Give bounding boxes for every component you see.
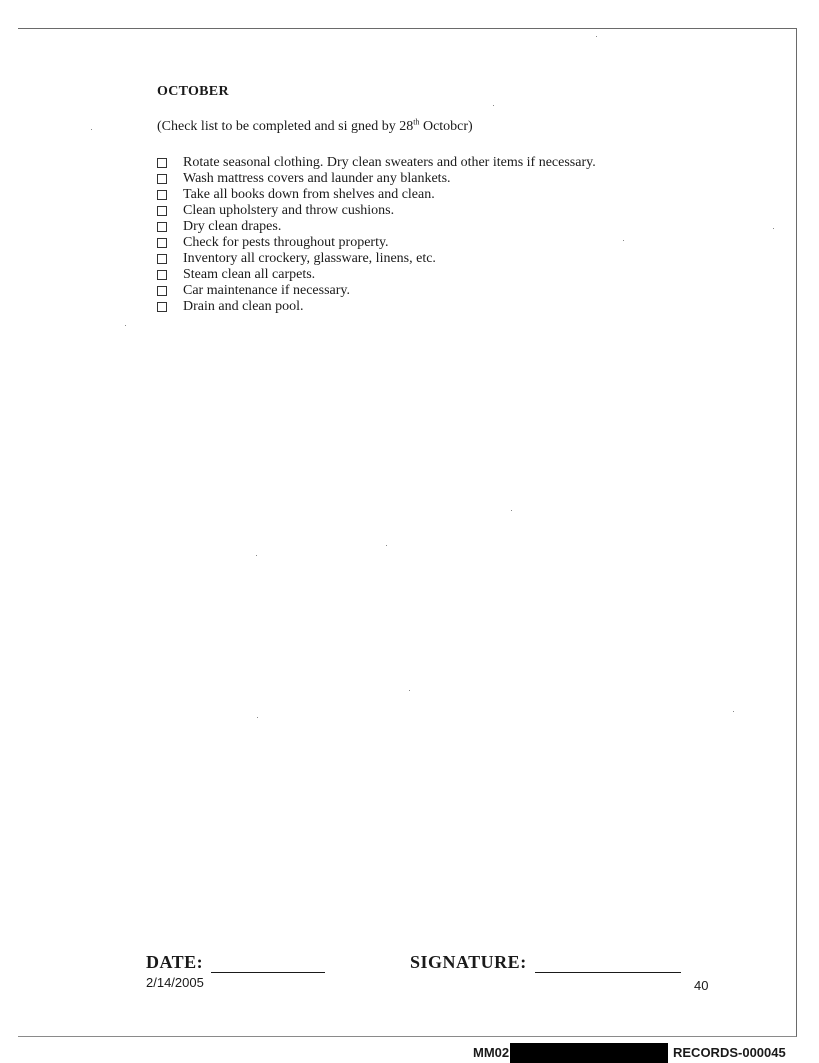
checklist-item [157, 171, 596, 187]
checklist-item-label: Steam clean all carpets. [183, 267, 316, 282]
scan-speck [511, 510, 512, 511]
checklist-item-label: Take all books down from shelves and clean. [183, 187, 435, 202]
checklist-item [157, 267, 596, 283]
checklist-item [157, 155, 596, 171]
checklist-item [157, 299, 596, 315]
checklist-item-label: Wash mattress covers and launder any blankets. [183, 171, 451, 186]
scan-speck [91, 129, 92, 130]
checkbox-icon[interactable] [157, 190, 167, 200]
signature-label: SIGNATURE: [410, 952, 527, 972]
checklist-item [157, 235, 596, 251]
scan-speck [623, 240, 624, 241]
bates-number: RECORDS-000045 [673, 1045, 786, 1060]
page-number: 40 [694, 978, 709, 993]
checklist-item-label: Clean upholstery and throw cushions. [183, 203, 395, 218]
checkbox-icon[interactable] [157, 270, 167, 280]
scan-speck [773, 228, 774, 229]
footer-date: 2/14/2005 [146, 975, 204, 990]
checklist-item-label: Dry clean drapes. [183, 219, 282, 234]
instructions-before: (Check list to be completed and si gned by 28 [157, 119, 414, 134]
scan-speck [493, 105, 494, 106]
checklist-item [157, 251, 596, 267]
checklist-item [157, 187, 596, 203]
bates-prefix: MM02 [473, 1045, 510, 1060]
date-label: DATE: [146, 952, 204, 972]
checklist-item [157, 203, 596, 219]
checkbox-icon[interactable] [157, 254, 167, 264]
checkbox-icon[interactable] [157, 222, 167, 232]
checkbox-icon[interactable] [157, 238, 167, 248]
checklist-item-label: Drain and clean pool. [183, 299, 304, 314]
bates-stamp [0, 1043, 819, 1063]
page-heading: OCTOBER [157, 84, 229, 99]
checkbox-icon[interactable] [157, 302, 167, 312]
scan-speck [409, 690, 410, 691]
checklist-item [157, 283, 596, 299]
scan-speck [733, 711, 734, 712]
instructions-superscript: th [413, 117, 420, 127]
signature-field [410, 952, 681, 973]
scan-speck [256, 555, 257, 556]
scan-speck [125, 325, 126, 326]
instructions-after: Octobcr) [419, 119, 473, 134]
scan-speck [386, 545, 387, 546]
checklist-item-label: Car maintenance if necessary. [183, 283, 351, 298]
checkbox-icon[interactable] [157, 158, 167, 168]
scan-speck [596, 36, 597, 37]
checklist-item-label: Check for pests throughout property. [183, 235, 389, 250]
checklist-item-label: Rotate seasonal clothing. Dry clean sweaters and other items if necessary. [183, 155, 596, 170]
redaction-block [510, 1043, 668, 1063]
checkbox-icon[interactable] [157, 206, 167, 216]
date-field [146, 952, 325, 973]
instructions-text [157, 119, 473, 135]
checkbox-icon[interactable] [157, 174, 167, 184]
date-line[interactable] [211, 952, 325, 973]
checklist-item-label: Inventory all crockery, glassware, linens, etc. [183, 251, 436, 266]
signature-line[interactable] [535, 952, 681, 973]
checklist [157, 155, 596, 315]
checkbox-icon[interactable] [157, 286, 167, 296]
checklist-item [157, 219, 596, 235]
scan-speck [257, 717, 258, 718]
